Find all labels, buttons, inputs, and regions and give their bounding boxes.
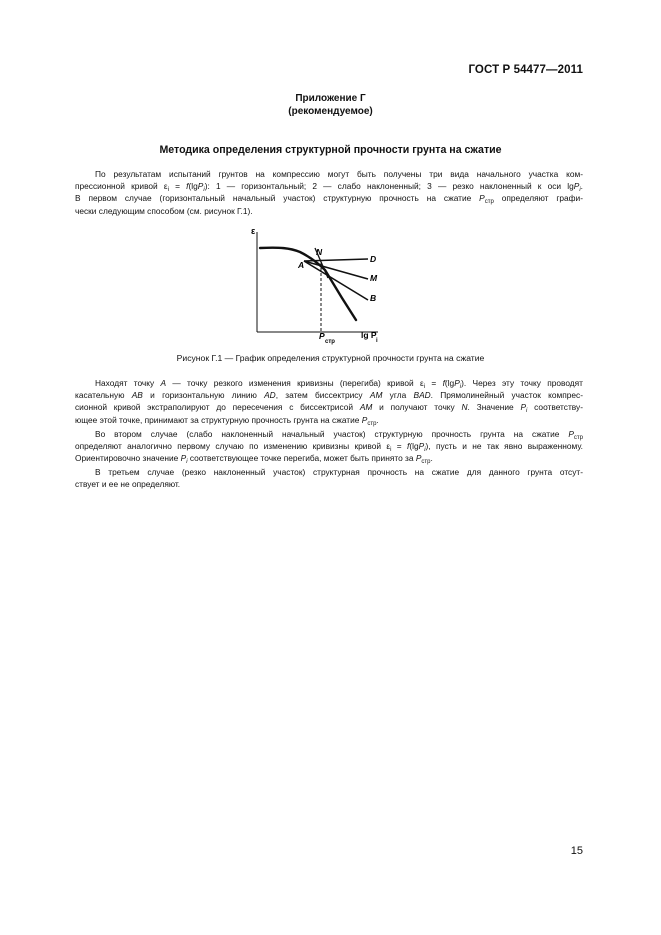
x-axis-label-sub: i (376, 338, 378, 344)
text-line: Ориентировочно значение $P_i$ соответствующее точке перегиба, может быть принято за $P_{стр}$. (75, 453, 433, 466)
section-title: Методика определения структурной прочности грунта на сжатие (159, 144, 502, 156)
text-line: В первом случае (горизонтальный начальный участок) структурную прочность на сжатие $P_{стр}$ определяют графи- (75, 193, 583, 206)
label-n: N (316, 247, 323, 257)
paragraph-intro (75, 168, 583, 217)
text-line: В третьем случае (резко наклоненный участок) структурная прочность на сжатие для данного грунта отсут- (95, 467, 583, 477)
x-axis-label: lg P (361, 330, 377, 340)
text-line: ствует и ее не определяют. (75, 479, 181, 490)
tick-label-sub: стр (325, 339, 335, 345)
label-m: M (370, 273, 378, 283)
appendix-label: Приложение Г (295, 93, 366, 104)
figure-g1-chart (240, 222, 390, 348)
tick-label-p: P (319, 331, 325, 341)
text-line: чески следующим способом (см. рисунок Г.1). (75, 205, 253, 216)
y-axis-label: ε (251, 226, 256, 236)
label-b: B (370, 293, 377, 303)
line-ab (304, 261, 368, 300)
text-line: прессионной кривой $\varepsilon_i = f(\lg P_i)$: 1 — горизонтальный; 2 — слабо наклоненный; 3 — резко наклоненный к оси lgP$_i$. (75, 181, 583, 194)
text-line: По результатам испытаний грунтов на компрессию могут быть получены три вида начального участка ком- (95, 169, 583, 179)
label-a: A (298, 260, 305, 270)
text-line: Находят точку A — точку резкого изменения кривизны (перегиба) кривой $\varepsilon_i = f(\lg P_i)$. Через эту точку проводят (95, 378, 583, 390)
paragraph-second-case (75, 428, 583, 465)
label-d: D (370, 254, 377, 264)
standard-code: ГОСТ Р 54477—2011 (468, 64, 583, 76)
paragraph-method (75, 377, 583, 426)
figure-caption: Рисунок Г.1 — График определения структурной прочности грунта на сжатие (176, 353, 485, 363)
text-line: сионной кривой экстраполируют до пересечения с биссектрисой AM и получают точку N. Значение $P_i$ соответству- (75, 402, 583, 415)
text-line: Во втором случае (слабо наклоненный начальный участок) структурную прочность грунта на сжатие $P_{стр}$ (95, 429, 583, 441)
page-number: 15 (570, 845, 583, 857)
text-line: ющее этой точке, принимают за структурную прочность грунта на сжатие $P_{стр}$. (75, 414, 379, 427)
text-line: определяют аналогично первому случаю по изменению кривизны кривой $\varepsilon_i = f(\lg P_i)$, пусть и не так явно выраженному. (75, 441, 583, 454)
text-line: касательную AB и горизонтальную линию AD, затем биссектрису AM угла BAD. Прямолинейный участок компрес- (75, 390, 584, 401)
paragraph-third-case (75, 466, 583, 490)
line-am (304, 261, 368, 279)
appendix-status: (рекомендуемое) (288, 106, 373, 117)
